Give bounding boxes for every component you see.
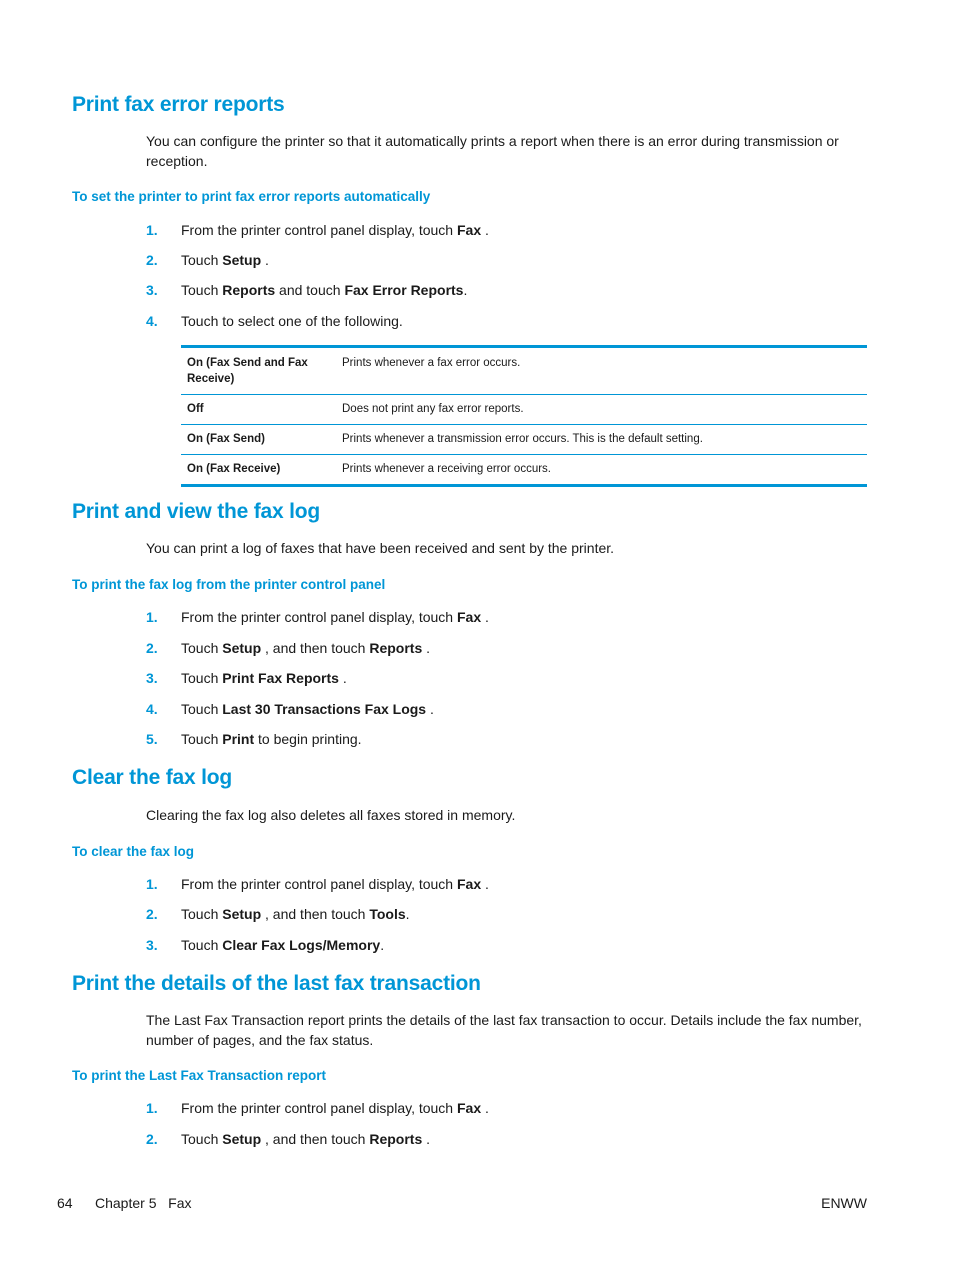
table-cell-description: Prints whenever a receiving error occurs. bbox=[342, 463, 551, 475]
subsection-title: To set the printer to print fax error reports automatically bbox=[72, 189, 431, 204]
step-text: Touch Clear Fax Logs/Memory. bbox=[181, 937, 385, 953]
subsection-title: To print the Last Fax Transaction report bbox=[72, 1068, 327, 1083]
section-intro: You can configure the printer so that it automatically prints a report when there is an error during transmission or reception. bbox=[146, 133, 839, 169]
step-number: 3. bbox=[146, 937, 158, 953]
step-number: 1. bbox=[146, 609, 158, 625]
step-number: 2. bbox=[146, 252, 158, 268]
table-cell-description: Prints whenever a fax error occurs. bbox=[342, 357, 521, 369]
section-title-clear-fax-log: Clear the fax log bbox=[72, 766, 232, 789]
section-title-print-fax-error-reports: Print fax error reports bbox=[72, 93, 285, 116]
table-row bbox=[181, 455, 867, 484]
table-cell-option: On (Fax Send and Fax Receive) bbox=[187, 357, 308, 385]
step-number: 3. bbox=[146, 670, 158, 686]
table-row bbox=[181, 395, 867, 425]
step-text: From the printer control panel display, touch Fax . bbox=[181, 609, 489, 625]
table-cell-option: On (Fax Receive) bbox=[187, 463, 281, 475]
step-number: 1. bbox=[146, 876, 158, 892]
step-text: Touch Setup , and then touch Tools. bbox=[181, 906, 410, 922]
step-text: From the printer control panel display, touch Fax . bbox=[181, 1100, 489, 1116]
page-number: 64 bbox=[57, 1195, 73, 1211]
step-text: Touch Last 30 Transactions Fax Logs . bbox=[181, 701, 434, 717]
step-text: Touch to select one of the following. bbox=[181, 313, 403, 329]
step-text: Touch Print Fax Reports . bbox=[181, 670, 347, 686]
subsection-title: To print the fax log from the printer control panel bbox=[72, 577, 386, 592]
step-number: 1. bbox=[146, 1100, 158, 1116]
step-number: 4. bbox=[146, 313, 158, 329]
step-number: 1. bbox=[146, 222, 158, 238]
footer-chapter: Chapter 5 Fax bbox=[95, 1195, 192, 1211]
step-number: 3. bbox=[146, 282, 158, 298]
table-row bbox=[181, 348, 867, 395]
table-cell-option: On (Fax Send) bbox=[187, 433, 265, 445]
table-cell-description: Prints whenever a transmission error occurs. This is the default setting. bbox=[342, 433, 703, 445]
section-title-print-and-view-fax-log: Print and view the fax log bbox=[72, 500, 321, 523]
table-row bbox=[181, 425, 867, 455]
section-title-print-last-fax-transaction: Print the details of the last fax transaction bbox=[72, 972, 481, 995]
step-number: 2. bbox=[146, 640, 158, 656]
step-number: 5. bbox=[146, 731, 158, 747]
step-number: 2. bbox=[146, 906, 158, 922]
subsection-title: To clear the fax log bbox=[72, 844, 195, 859]
table-cell-option: Off bbox=[187, 403, 204, 415]
step-text: From the printer control panel display, touch Fax . bbox=[181, 876, 489, 892]
step-text: From the printer control panel display, touch Fax . bbox=[181, 222, 489, 238]
step-text: Touch Setup , and then touch Reports . bbox=[181, 640, 431, 656]
fax-error-report-options-table bbox=[181, 345, 867, 487]
step-text: Touch Reports and touch Fax Error Reports. bbox=[181, 282, 468, 298]
table-cell-description: Does not print any fax error reports. bbox=[342, 403, 524, 415]
step-text: Touch Setup , and then touch Reports . bbox=[181, 1131, 431, 1147]
step-number: 2. bbox=[146, 1131, 158, 1147]
step-text: Touch Print to begin printing. bbox=[181, 731, 362, 747]
section-intro: Clearing the fax log also deletes all faxes stored in memory. bbox=[146, 807, 516, 823]
footer-enww: ENWW bbox=[821, 1195, 867, 1211]
step-text: Touch Setup . bbox=[181, 252, 269, 268]
section-intro: You can print a log of faxes that have been received and sent by the printer. bbox=[146, 540, 615, 556]
step-number: 4. bbox=[146, 701, 158, 717]
section-intro: The Last Fax Transaction report prints the details of the last fax transaction to occur. Details include the fax number, number of pages, and the fax status. bbox=[146, 1012, 862, 1048]
